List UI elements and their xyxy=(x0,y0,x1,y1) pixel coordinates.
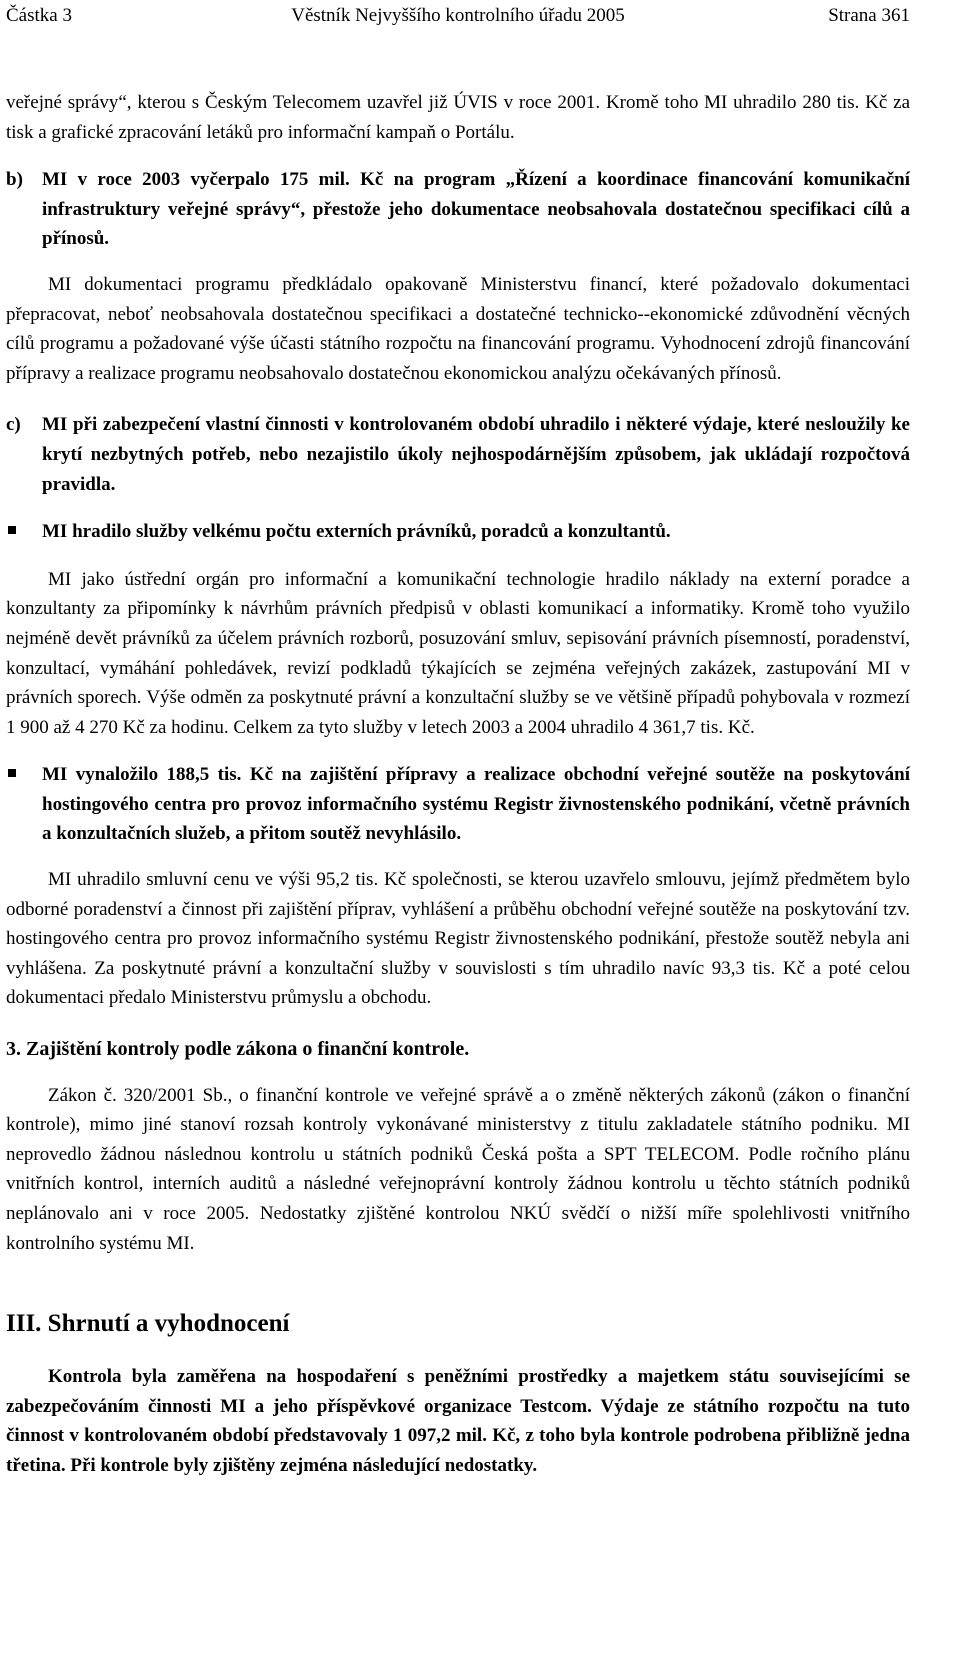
paragraph-financial-control: Zákon č. 320/2001 Sb., o finanční kontrole ve veřejné správě a o změně některých zákonů (zákon o finanční kontrole), mimo jiné stanoví rozsah kontroly vykonávané ministerstvy z titulu zakladatele státního podniku. MI neprovedlo žádnou následnou kontrolu u státních podniků Česká pošta a SPT TELECOM. Podle ročního plánu vnitřních kontrol, interních auditů a následné veřejnoprávní kontroly žádnou kontrolu u těchto státních podniků neplánovalo ani v roce 2005. Nedostatky zjištěné kontrolou NKÚ svědčí o nižší míře spolehlivosti vnitřního kontrolního systému MI. xyxy=(6,1084,910,1254)
finding-b-marker: b) xyxy=(6,169,23,191)
paragraph-contract-price: MI uhradilo smluvní cenu ve výši 95,2 tis. Kč společnosti, se kterou uzavřelo smlouvu, jejímž předmětem bylo odborné poradenství a činnost při zajištění příprav, vyhlášení a průběhu obchodní veřejné soutěže na poskytování tzv. hostingového centra pro provoz informačního systému Registr živnostenského podnikání, přestože soutěž nebyla ani vyhlášena. Za poskytnuté právní a konzultační služby v souvislosti s tím uhradilo navíc 93,3 tis. Kč a poté celou dokumentaci předalo Ministerstvu průmyslu a obchodu. xyxy=(6,869,910,1009)
bullet-hosting-tender xyxy=(6,760,910,849)
finding-c xyxy=(6,410,910,499)
paragraph-summary: Kontrola byla zaměřena na hospodaření s peněžními prostředky a majetkem státu souvisejícími se zabezpečováním činnosti MI a jeho příspěvkové organizace Testcom. Výdaje ze státního rozpočtu na tuto činnost v kontrolovaném období představovaly 1 097,2 mil. Kč, z toho byla kontrole podrobena přibližně jedna třetina. Při kontrole byly zjištěny zejména následující nedostatky. xyxy=(6,1366,910,1476)
finding-c-text: MI při zabezpečení vlastní činnosti v kontrolovaném období uhradilo i některé výdaje, které nesloužily ke krytí nezbytných potřeb, nebo nezajistilo úkoly nejhospodárnějším způsobem, jak ukládají rozpočtová pravidla. xyxy=(42,414,910,495)
header-issue: Částka 3 xyxy=(6,5,72,26)
square-bullet-icon xyxy=(8,769,16,777)
finding-b xyxy=(6,165,910,254)
paragraph-consultant-costs: MI jako ústřední orgán pro informační a komunikační technologie hradilo náklady na externí poradce a konzultanty za připomínky k návrhům právních předpisů v oblasti komunikací a informatiky. Kromě toho využilo nejméně devět právníků za účelem právních rozborů, posuzování smluv, sepisování právních písemností, poradenství, konzultací, vymáhání pohledávek, revizí podkladů týkajících se zejména veřejných zakázek, zastupování MI v právních sporech. Výše odměn za poskytnuté právní a konzultační služby se ve většině případů pohybovala v rozmezí 1 900 až 4 270 Kč za hodinu. Celkem za tyto služby v letech 2003 a 2004 uhradilo 4 361,7 tis. Kč. xyxy=(6,568,910,738)
paragraph-program-documentation: MI dokumentaci programu předkládalo opakovaně Ministerstvu financí, které požadovalo dokumentaci přepracovat, neboť neobsahovala dostatečnou specifikaci a dostatečné technicko--ekonomické zdůvodnění věcných cílů programu a požadované výše účasti státního rozpočtu na financování programu. Vyhodnocení zdrojů financování přípravy a realizace programu neobsahovalo dostatečnou ekonomickou analýzu očekávaných přínosů. xyxy=(6,273,910,384)
finding-c-marker: c) xyxy=(6,414,21,436)
header-page-number: Strana 361 xyxy=(828,5,910,26)
bullet-external-lawyers xyxy=(6,517,910,547)
document-body xyxy=(6,88,910,1481)
square-bullet-icon xyxy=(8,526,16,534)
paragraph-portal-costs: veřejné správy“, kterou s Českým Telecomem uzavřel již ÚVIS v roce 2001. Kromě toho MI uhradilo 280 tis. Kč za tisk a grafické zpracování letáků pro informační kampaň o Portálu. xyxy=(6,92,910,143)
finding-b-text: MI v roce 2003 vyčerpalo 175 mil. Kč na program „Řízení a koordinace financování komunikační infrastruktury veřejné správy“, přestože jeho dokumentace neobsahovala dostatečnou specifikaci cílů a přínosů. xyxy=(42,169,910,250)
section-3-title: 3. Zajištění kontroly podle zákona o finanční kontrole. xyxy=(6,1038,470,1061)
chapter-iii-title: III. Shrnutí a vyhodnocení xyxy=(6,1310,290,1338)
page-header xyxy=(6,4,910,34)
header-publication: Věstník Nejvyššího kontrolního úřadu 2005 xyxy=(291,5,625,26)
bullet-hosting-tender-text: MI vynaložilo 188,5 tis. Kč na zajištění přípravy a realizace obchodní veřejné soutěže na poskytování hostingového centra pro provoz informačního systému Registr živnostenského podnikání, včetně právních a konzultačních služeb, a přitom soutěž nevyhlásilo. xyxy=(42,764,910,845)
bullet-external-lawyers-text: MI hradilo služby velkému počtu externích právníků, poradců a konzultantů. xyxy=(42,521,671,543)
